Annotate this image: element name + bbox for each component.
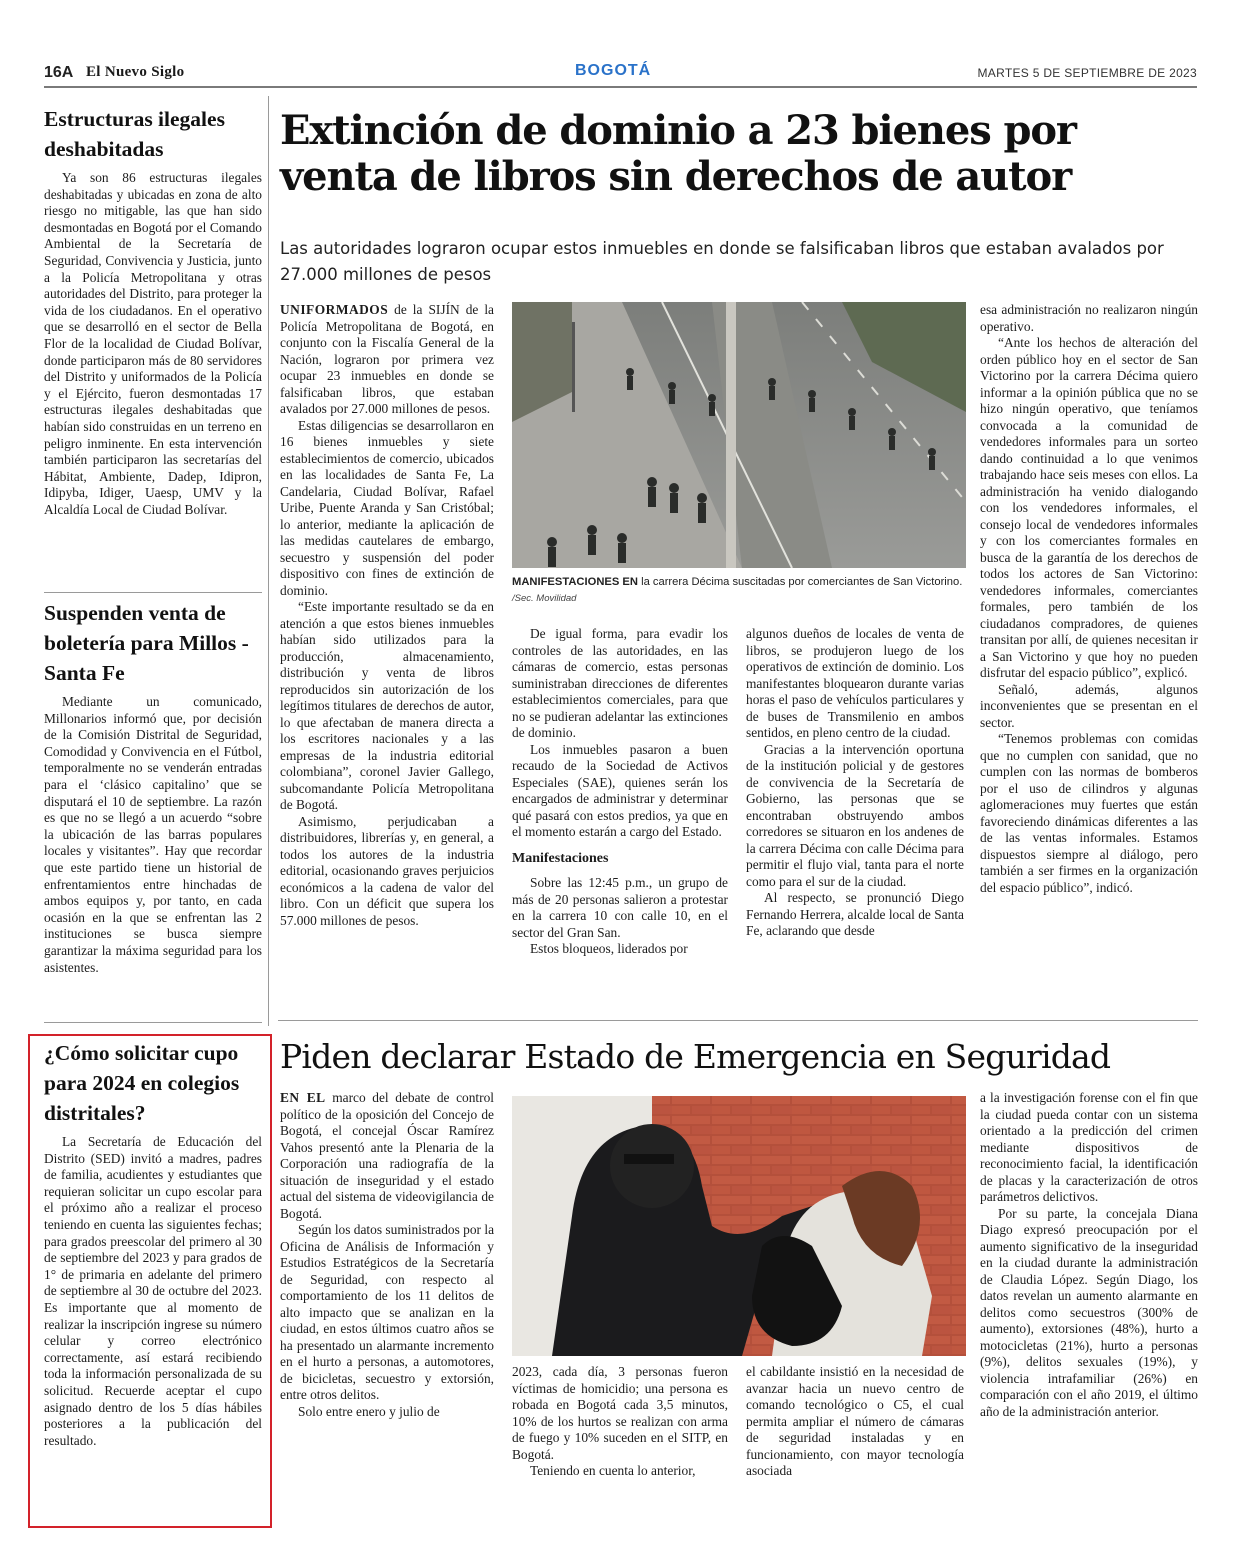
robbery-photo (512, 1096, 966, 1356)
section-subhead: Manifestaciones (512, 850, 609, 866)
sidebar-story-body: La Secretaría de Educación del Distrito (SED) invitó a madres, padres de familia, acudientes y estudiantes que requieran solicitar un cupo escolar para el próximo año a realizar el proceso teniendo en cuenta las siguientes fechas; para grados preescolar del primero al 30 de septiembre del 2023 y para grados de 1° de primaria en adelante del primero de septiembre al 30 de octubre del 2023. Es importante que al momento de realizar la inscripción ingrese su número celular y correo electrónico correctamente, así estará recibiendo toda la información personalizada de su solicitud. Recuerde aceptar el cupo asignado dentro de los 5 días hábiles posteriores a la publicación del resultado. (44, 1134, 262, 1448)
article2-column-2: 2023, cada día, 3 personas fueron víctimas de homicidio; una persona es robada en Bogotá cada 3,5 minutos, 10% de los hurtos se realizan con arma de fuego y 10% suceden en el SITP, en Bogotá. Teniendo en cuenta lo anterior, (512, 1364, 728, 1478)
article1-column-2: De igual forma, para evadir los controles de las autoridades, en las cámaras de comercio, estas personas suministraban direcciones de diferentes establecimientos comerciales, para que no se pudieran adelantar las extinciones de dominio. Los inmuebles pasaron a buen recaudo de la Sociedad de Activos Especiales (SAE), quienes serán los encargados de administrar y determinar qué pasará con estos predios, ya que en el momento estarán a cargo del Estado. Manifestaciones Sobre las 12:45 p.m., un grupo de más de 20 personas salieron a protestar en la carrera 10 con calle 10, en el sector del Gran San. Estos bloqueos, liderados por (512, 626, 728, 956)
newspaper-name: El Nuevo Siglo (86, 64, 185, 80)
article1-lead-caps: UNIFORMADOS (280, 302, 389, 317)
sidebar-story-title: ¿Cómo solicitar cupo para 2024 en colegios distritales? (44, 1041, 240, 1125)
sidebar-story-tickets (44, 598, 262, 976)
sidebar-rule-2 (44, 1022, 262, 1023)
sidebar-story-body: Mediante un comunicado, Millonarios informó que, por decisión de la Comisión Distrital de Seguridad, Comodidad y Convivencia en el Fútbol, temporalmente no se venderán entradas para el ‘clásico capitalino’ que se disputará el 10 de septiembre. La razón es que no se llegó a un acuerdo “sobre la ubicación de las barras populares locales y visitantes”. Hay que recordar que este partido tiene un historial de enfrentamientos entre hinchadas de ambos equipos y, por tanto, en cada ocasión en la que se enfrentan las 2 instituciones se busca siempre garantizar la máxima seguridad para los asistentes. (44, 694, 262, 975)
protest-street-photo (512, 302, 966, 568)
photo-caption: MANIFESTACIONES EN la carrera Décima suscitadas por comerciantes de San Victorino. /Sec. Movilidad (512, 576, 963, 604)
sidebar-story-title: Suspenden venta de boletería para Millos - Santa Fe (44, 601, 249, 685)
section-name: BOGOTÁ (575, 62, 652, 79)
header-rule (44, 86, 1197, 88)
article2-headline: Piden declarar Estado de Emergencia en Seguridad (280, 1037, 1111, 1076)
robbery-illustration (512, 1096, 966, 1356)
sidebar-story-school-quota (44, 1038, 262, 1449)
protest-street-illustration (512, 302, 966, 568)
sidebar-rule-1 (44, 592, 262, 593)
sidebar-story-structures (44, 104, 262, 518)
photo-credit: /Sec. Movilidad (512, 593, 577, 604)
article1-column-3: algunos dueños de locales de venta de libros, se produjeron luego de los operativos de extinción de dominio. Los manifestantes bloquearon durante varias horas el paso de vehículos particulares y de buses de Transmilenio en ambos sentidos, en pleno centro de la ciudad. Gracias a la intervención oportuna de la institución policial y de gestores de convivencia de la Secretaría de Gobierno, las personas que se encontraban obstruyendo ambos corredores se situaron en los andenes de la carrera Décima con calle Décima para permitir el flujo vial, tanta para el norte como para el sur de la ciudad. Al respecto, se pronunció Diego Fernando Herrera, alcalde local de Santa Fe, aclarando que desde (746, 626, 964, 938)
issue-date: MARTES 5 DE SEPTIEMBRE DE 2023 (977, 66, 1197, 80)
article2-column-1: EN EL marco del debate de control político de la oposición del Concejo de Bogotá, el concejal Óscar Ramírez Vahos presentó ante la Plenaria de la Corporación una radiografía de la situación de inseguridad y el estado actual del sistema de videovigilancia de Bogotá. Según los datos suministrados por la Oficina de Análisis de Información y Estudios Estratégicos de la Secretaría de Seguridad, con respecto al comportamiento de los 11 delitos de alto impacto que se analizan en la ciudad, en estos últimos cuatro años se ha presentado un alarmante incremento en el hurto a personas, a automotores, de bicicletas, secuestro y extorsión, entre otros delitos. Solo entre enero y julio de (280, 1090, 495, 1419)
articles-divider (278, 1020, 1198, 1021)
article1-headline: Extinción de dominio a 23 bienes por venta de libros sin derechos de autor (280, 107, 1076, 200)
article1-column-1: UNIFORMADOS de la SIJÍN de la Policía Metropolitana de Bogotá, en conjunto con la Fiscalía General de la Nación, lograron por primera vez ocupar 23 inmuebles en donde se falsificaban libros, que estaban avalados por 27.000 millones de pesos. Estas diligencias se desarrollaron en 16 bienes inmuebles y siete establecimientos de comercio, ubicados en las localidades de Santa Fe, La Candelaria, Ciudad Bolívar, Rafael Uribe, Puente Aranda y San Cristóbal; lo anterior, mediante la aplicación de las medidas cautelares de embargo, secuestro y suspensión del poder dispositivo con fines de extinción de dominio. “Este importante resultado se da en atención a que estos bienes inmuebles habían sido utilizados para la producción, almacenamiento, distribución y venta de libros reproducidos sin autorización de los legítimos titulares de derechos de autor, lo que afectaban de manera directa a los escritores nacionales y a las empresas de la industria editorial colombiana”, coronel Javier Gallego, subcomandante Policía Metropolitana de Bogotá. Asimismo, perjudicaban a distribuidores, librerías y, en general, a todos los autores de la industria editorial, ocasionando graves perjuicios económicos a la cadena de valor del libro. Con un déficit que supera los 57.000 millones de pesos. (280, 302, 494, 928)
article2-column-3: el cabildante insistió en la necesidad de avanzar hacia un nuevo centro de comando tecnológico o C5, el cual permita ampliar el número de cámaras de seguridad instaladas y en funcionamiento, con mayor tecnología asociada (746, 1364, 964, 1478)
article1-column-4: esa administración no realizaron ningún operativo. “Ante los hechos de alteración del orden público hoy en el sector de San Victorino por la carrera Décima quiero informar a la opinión pública que no se hizo ningún operativo, que teníamos convocada a la comunidad de vendedores informales para un sorteo dando continuidad a lo que venimos trabajando hace seis meses con ellos. La administración ha venido dialogando con los vendedores informales, el consejo local de vendedores informales y con los comerciantes formales en busca de la garantía de los derechos de todos los actores de San Victorino: vendedores informales, comerciantes formales, pero también de los ciudadanos compradores, de quienes transitan por allí, de quienes necesitan ir a San Victorino y que hoy no pueden disfrutar del espacio público”, explicó. Señaló, además, algunos inconvenientes que se presentan en el sector. “Tenemos problemas con comidas que no cumplen con sanidad, que no cumplen con las normas de bomberos por el uso de cilindros y algunas aglomeraciones muy fuertes que están favoreciendo dinámicas diferentes a las de las ventas informales. Estamos dispuestos siempre al diálogo, pero también a ser firmes en la organización del espacio público”, indicó. (980, 302, 1198, 895)
page-number: 16A (44, 64, 74, 81)
sidebar-divider (268, 96, 269, 1026)
article2-column-4: a la investigación forense con el fin que la ciudad pueda contar con un sistema orientado a la predicción del crimen mediante dispositivos de reconocimiento facial, la identificación de placas y la caracterización de otros parámetros delictivos. Por su parte, la concejala Diana Diago expresó preocupación por el aumento significativo de la inseguridad en la ciudad durante la administración de Claudia López. Según Diago, los datos revelan un aumento alarmante en delitos como secuestros (300% de aumento), extorsiones (48%), hurto a motocicletas (21%), hurto a personas (9%), delitos sexuales (19%), y violencia intrafamiliar (26%) en comparación con el año 2019, el último año de la administración anterior. (980, 1090, 1198, 1419)
article1-subhead: Las autoridades lograron ocupar estos inmuebles en donde se falsificaban libros que estaban avalados por 27.000 millones de pesos (280, 239, 1164, 284)
sidebar-story-title: Estructuras ilegales deshabitadas (44, 107, 225, 161)
article2-lead-caps: EN EL (280, 1090, 326, 1105)
sidebar-story-body: Ya son 86 estructuras ilegales deshabitadas y ubicadas en zona de alto riesgo no mitigable, las que han sido desmontadas en Bogotá por el Comando Ambiental de la Secretaría de Seguridad, Convivencia y Justicia, junto a la Policía Metropolitana y otras autoridades del Distrito, para proteger la vida de los ciudadanos. En el operativo que se desarrolló en el sector de Bella Flor de la localidad de Ciudad Bolívar, donde participaron más de 80 servidores del Distrito y uniformados de la Policía y el Ejército, fueron desmontadas 17 estructuras ilegales deshabitadas que habían sido construidas en un terreno en peligro inminente. En esta intervención también participaron las secretarías del Hábitat, Ambiente, Dadep, Idipron, Idipyba, Idiger, Uaesp, UMV y la Alcaldía Local de Ciudad Bolívar. (44, 170, 262, 517)
